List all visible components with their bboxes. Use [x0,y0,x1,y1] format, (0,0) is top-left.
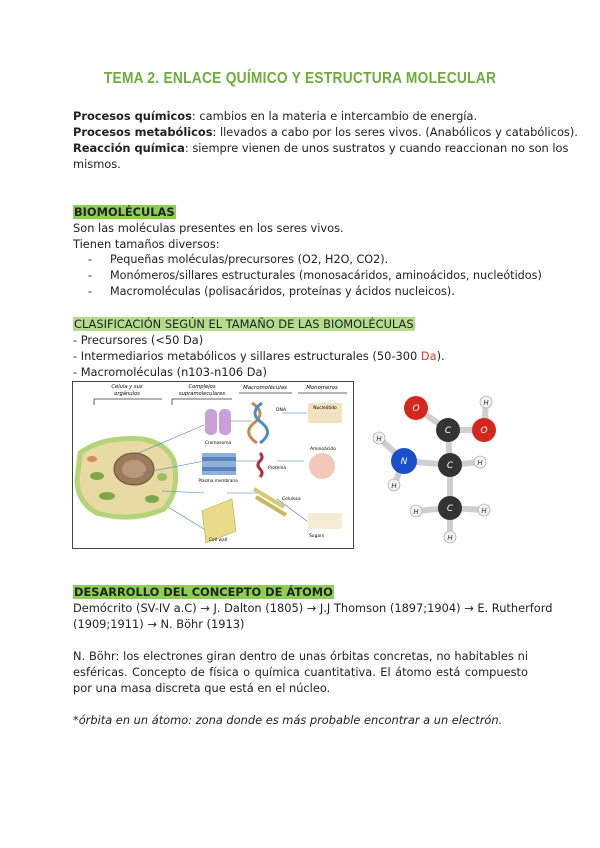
intro-line-4: mismos. [73,157,121,171]
atom-label-c: C [444,426,452,436]
biomoleculas-p1: Son las moléculas presentes en los seres vivos. [73,221,344,235]
list-item: - Monómeros/sillares estructurales (monosacáridos, aminoácidos, nucleótidos) [88,268,542,284]
label-proteina: Proteína [268,466,287,471]
section-heading-atomo [73,584,334,600]
bohr-paragraph: N. Böhr: los electrones giran dentro de unas órbitas concretas, no habitables ni esféricas. Concepto de física o química cuantitativa. El átomo está compuesto por una masa discreta que está en el núcleo. [73,649,528,695]
heading-text: DESARROLLO DEL CONCEPTO DE ÁTOMO [74,585,333,599]
label-aminoacido: Aminoácido [310,447,336,452]
atom-label-c: C [446,504,454,514]
atom-label-h: H [477,459,483,467]
heading-text: BIOMOLÉCULAS [74,205,175,219]
term-procesos-quimicos: Procesos químicos [73,109,192,123]
term-reaccion-quimica: Reacción química [73,141,185,155]
page-title: TEMA 2. ENLACE QUÍMICO Y ESTRUCTURA MOLECULAR [103,70,497,87]
header-cell-label-2: orgánulos [114,391,140,397]
label-plasma: Plasma membrana [198,478,238,483]
header-complex-label-2: supramoleculares [178,391,226,397]
biomoleculas-p2: Tienen tamaños diversos: [73,237,220,251]
atomo-timeline-line-2: (1909;1911) → N. Böhr (1913) [73,617,245,631]
amino-acid-illustration [309,445,336,479]
section-heading-biomoleculas [73,204,176,220]
atom-label-o: O [412,404,420,414]
list-item: - Macromoléculas (polisacáridos, proteínas y ácidos nucleicos). [88,284,542,300]
plasma-membrane-illustration [198,453,238,483]
header-macromolecules: Macromoléculas [243,385,287,391]
heading-text: CLASIFICACIÓN SEGÚN EL TAMAÑO DE LAS BIOMOLÉCULAS [74,317,414,331]
label-cell-wall: Cell wall [208,538,228,543]
label-dna: DNA [276,408,287,413]
orbit-footnote: *órbita en un átomo: zona donde es más probable encontrar a un electrón. [73,713,503,727]
intro-line-3-text: : siempre vienen de unos sustratos y cuando reaccionan no son los [184,141,569,155]
label-sugar: Sugars [309,534,325,539]
biomoleculas-list [88,252,542,300]
intro-line-1 [73,108,477,124]
atom-label-h: H [447,534,453,542]
atom-label-h: H [391,482,397,490]
line-text-end: ). [436,349,445,363]
header-monomers: Monómeros [306,385,338,391]
section-heading-clasificacion [73,316,415,332]
intro-line-1-text: : cambios en la materia e intercambio de energía. [191,109,478,123]
label-cromosoma: Cromosoma [204,441,232,446]
header-cell-label: Célula y sus [111,384,143,390]
header-complex-label: Complejos [188,384,216,390]
intro-line-2 [73,124,578,140]
label-nucleotido: Nucleótido [313,406,337,411]
label-celulosa: Celulosa [282,497,301,502]
da-unit-red: Da [420,349,437,363]
atom-label-h: H [481,507,487,515]
intro-line-3 [73,140,568,156]
clasificacion-line-3: - Macromoléculas (n103-n106 Da) [73,365,267,379]
atom-label-h: H [413,508,419,516]
intro-line-2-text: : llevados a cabo por los seres vivos. (Anabólicos y catabólicos). [212,125,578,139]
atom-label-n: N [400,457,408,467]
atom-label-h: H [376,435,382,443]
atom-label-c: C [446,461,454,471]
atom-label-h: H [483,399,489,407]
clasificacion-line-1: - Precursores (<50 Da) [73,333,204,347]
atomo-timeline-line-1: Demócrito (SV-IV a.C) → J. Dalton (1805) → J.J Thomson (1897;1904) → E. Rutherford [73,601,553,615]
biomolecule-hierarchy-figure [72,381,354,549]
atom-label-o: O [480,426,488,436]
line-text: - Intermediarios metabólicos y sillares estructurales (50-300 [73,349,421,363]
list-item: - Pequeñas moléculas/precursores (O2, H2O, CO2). [88,252,542,268]
clasificacion-line-2 [73,348,445,364]
plant-cell-illustration [77,439,176,518]
term-procesos-metabolicos: Procesos metabólicos [73,125,213,139]
nucleotide-illustration [308,403,342,423]
amino-acid-3d-model [366,390,500,550]
